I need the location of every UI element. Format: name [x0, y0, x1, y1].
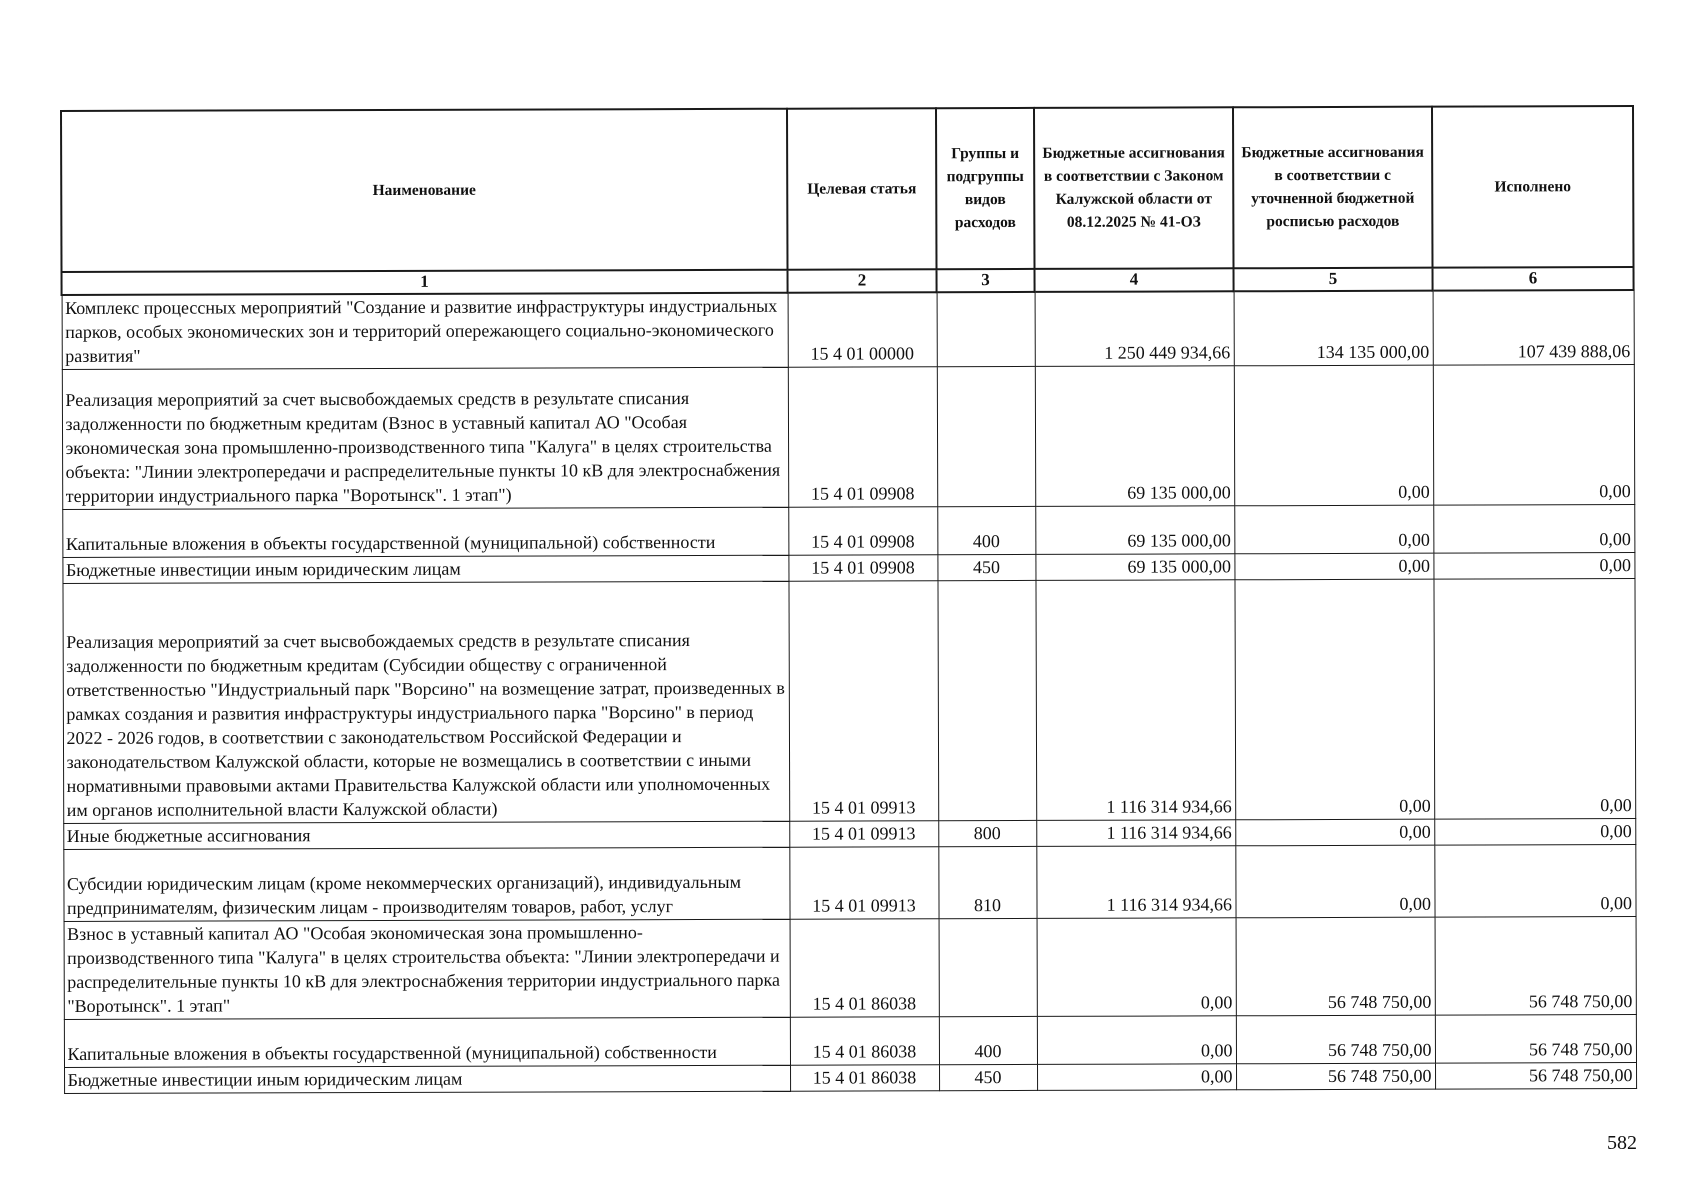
row-law-amount: 1 116 314 934,66 [1035, 580, 1235, 821]
row-target-article: 15 4 01 09908 [788, 555, 937, 581]
row-target-article: 15 4 01 09908 [788, 507, 937, 555]
column-number: 6 [1433, 267, 1634, 291]
row-target-article: 15 4 01 86038 [790, 1065, 939, 1091]
table-row [64, 1063, 1636, 1094]
row-law-amount: 0,00 [1037, 1064, 1236, 1091]
row-executed-amount: 0,00 [1433, 365, 1634, 506]
table-row [62, 290, 1634, 369]
row-target-article: 15 4 01 09913 [789, 847, 938, 919]
row-refined-amount: 0,00 [1234, 579, 1434, 820]
row-law-amount: 69 135 000,00 [1035, 506, 1234, 555]
row-law-amount: 1 116 314 934,66 [1036, 846, 1235, 919]
row-expense-group: 400 [939, 1016, 1037, 1064]
row-expense-group [937, 366, 1035, 506]
page-number: 582 [1607, 1132, 1637, 1154]
row-expense-group [939, 918, 1037, 1016]
row-expense-group: 810 [938, 846, 1036, 918]
row-name: Взнос в уставный капитал АО "Особая экономическая зона промышленно-производственного типа "Калуга" в целях строительства объекта: "Линии электропередачи и распределительные пункты 10 кВ для электроснабжения территории индустриального парка "Воротынск". 1 этап" [64, 919, 790, 1019]
column-number: 1 [62, 270, 788, 295]
row-refined-amount: 56 748 750,00 [1236, 917, 1435, 1016]
row-law-amount: 1 250 449 934,66 [1035, 291, 1234, 366]
row-refined-amount: 0,00 [1234, 365, 1433, 506]
row-executed-amount: 56 748 750,00 [1435, 917, 1636, 1016]
row-name: Реализация мероприятий за счет высвобождаемых средств в результате списания задолженности по бюджетным кредитам (Взнос в уставный капитал АО "Особая экономическая зона промышленно-производственного типа "Калуга" в целях строительства объекта: "Линии электропередачи и распределительные пункты 10 кВ для электроснабжения территории индустриального парка "Воротынск". 1 этап") [62, 367, 788, 509]
row-name: Иные бюджетные ассигнования [63, 821, 789, 849]
table-row [62, 579, 1635, 824]
row-expense-group: 450 [939, 1064, 1037, 1090]
budget-table [60, 105, 1637, 1094]
row-executed-amount: 0,00 [1434, 845, 1635, 918]
table-row [64, 917, 1636, 1020]
row-refined-amount: 0,00 [1234, 553, 1433, 580]
header-name: Наименование [61, 109, 788, 272]
row-name: Субсидии юридическим лицам (кроме некоммерческих организаций), индивидуальным предпринимателям, физическим лицам - производителям товаров, работ, услуг [63, 847, 789, 921]
row-executed-amount: 107 439 888,06 [1433, 290, 1634, 365]
row-name: Комплекс процессных мероприятий "Создание и развитие инфраструктуры индустриальных парков, особых экономических зон и территорий опережающего социально-экономического развития" [62, 293, 788, 370]
row-expense-group: 400 [937, 506, 1035, 554]
row-executed-amount: 0,00 [1433, 579, 1635, 820]
row-name: Бюджетные инвестиции иным юридическим лицам [64, 1065, 790, 1093]
header-refined-allocations: Бюджетные ассигнования в соответствии с уточненной бюджетной росписью расходов [1233, 107, 1433, 269]
row-expense-group [937, 292, 1035, 367]
table-row [63, 845, 1635, 922]
row-law-amount: 0,00 [1037, 1016, 1236, 1065]
row-refined-amount: 56 748 750,00 [1236, 1063, 1435, 1090]
row-executed-amount: 0,00 [1433, 505, 1634, 554]
row-target-article: 15 4 01 00000 [788, 292, 937, 367]
row-law-amount: 1 116 314 934,66 [1036, 820, 1235, 847]
row-name: Бюджетные инвестиции иным юридическим лицам [62, 555, 788, 583]
row-executed-amount: 0,00 [1433, 553, 1634, 580]
row-executed-amount: 56 748 750,00 [1435, 1063, 1636, 1090]
table-row [62, 505, 1634, 558]
header-executed: Исполнено [1432, 106, 1634, 268]
row-law-amount: 69 135 000,00 [1035, 366, 1234, 507]
row-target-article: 15 4 01 86038 [790, 1017, 939, 1065]
table-header-row [61, 106, 1633, 272]
row-name: Капитальные вложения в объекты государственной (муниципальной) собственности [64, 1017, 790, 1067]
row-expense-group [937, 580, 1036, 820]
row-refined-amount: 0,00 [1235, 819, 1434, 846]
row-executed-amount: 56 748 750,00 [1435, 1015, 1636, 1064]
header-law-allocations: Бюджетные ассигнования в соответствии с Законом Калужской области от 08.12.2025 № 41-ОЗ [1034, 107, 1234, 269]
row-target-article: 15 4 01 09913 [788, 581, 938, 821]
row-law-amount: 0,00 [1037, 918, 1236, 1017]
column-number: 2 [788, 269, 937, 292]
row-expense-group: 800 [938, 820, 1036, 846]
table-row [62, 365, 1634, 510]
column-number: 5 [1234, 268, 1433, 292]
row-target-article: 15 4 01 09908 [788, 367, 937, 507]
row-refined-amount: 0,00 [1234, 505, 1433, 554]
row-expense-group: 450 [937, 554, 1035, 580]
header-expense-groups: Группы и подгруппы видов расходов [936, 108, 1035, 269]
row-refined-amount: 56 748 750,00 [1236, 1015, 1435, 1064]
row-executed-amount: 0,00 [1434, 819, 1635, 846]
row-name: Капитальные вложения в объекты государственной (муниципальной) собственности [62, 507, 788, 557]
row-law-amount: 69 135 000,00 [1035, 554, 1234, 581]
row-refined-amount: 0,00 [1235, 845, 1434, 918]
header-target-article: Целевая статья [787, 108, 937, 269]
row-target-article: 15 4 01 86038 [790, 919, 939, 1017]
row-refined-amount: 134 135 000,00 [1234, 291, 1433, 366]
table-row [64, 1015, 1636, 1068]
column-number: 4 [1035, 268, 1234, 292]
row-target-article: 15 4 01 09913 [789, 821, 938, 847]
column-number: 3 [937, 269, 1035, 292]
row-name: Реализация мероприятий за счет высвобождаемых средств в результате списания задолженности по бюджетным кредитам (Субсидии обществу с ограниченной ответственностью "Индустриальный парк "Ворсино" на возмещение затрат, произведенных в рамках создания и развития инфраструктуры индустриального парка "Ворсино" в период 2022 - 2026 годов, в соответствии с законодательством Российской Федерации и законодательством Калужской области, которые не возмещались в соответствии с иными нормативными правовыми актами Правительства Калужской области или уполномоченных им органов исполнительной власти Калужской области) [62, 581, 789, 823]
